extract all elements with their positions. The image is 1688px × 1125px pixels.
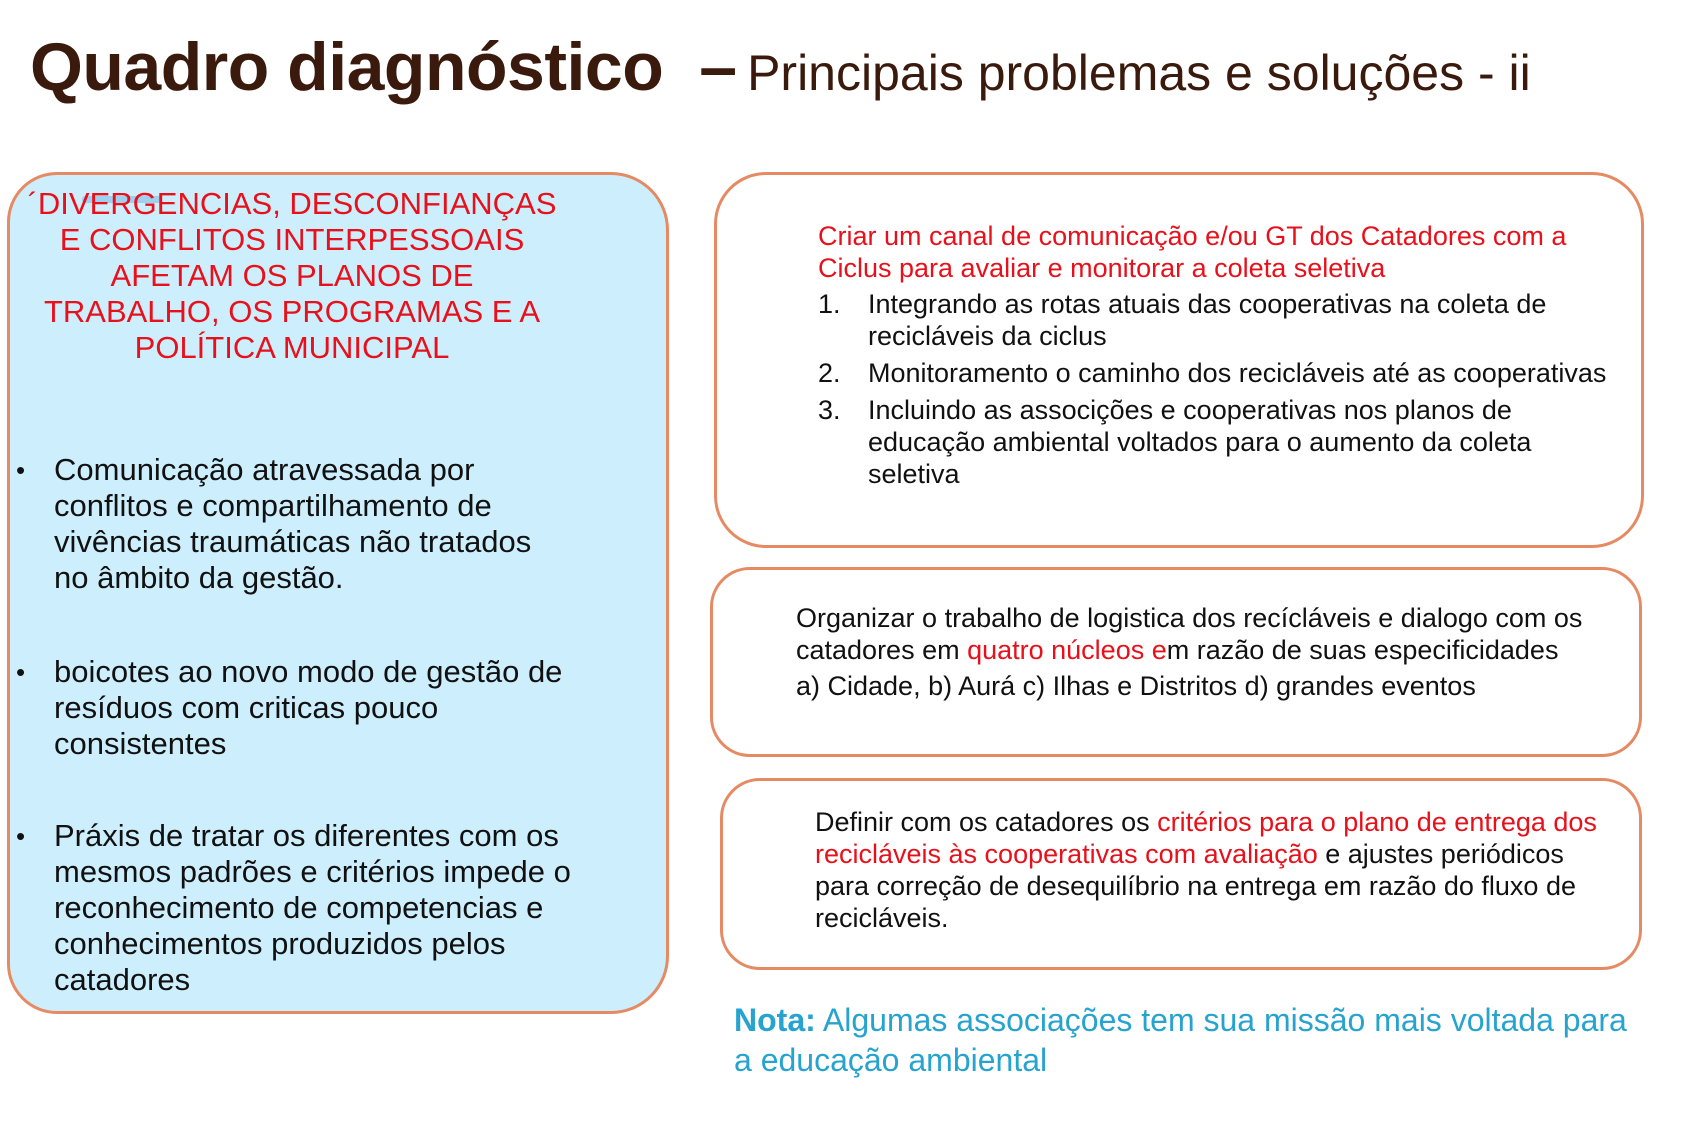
title-subtitle: Principais problemas e soluções - ii [747, 45, 1531, 101]
solution2-highlight: quatro núcleos e [967, 635, 1167, 665]
solution3-part1: Definir com os catadores os [815, 807, 1158, 837]
problems-bullet-list [14, 452, 574, 998]
list-number: 3. [818, 395, 841, 425]
title-separator: – [699, 29, 738, 105]
note-label: Nota: [734, 1002, 816, 1038]
problems-heading: ´DIVERGENCIAS, DESCONFIANÇAS E CONFLITOS INTERPESSOAIS AFETAM OS PLANOS DE TRABALHO, OS PROGRAMAS E A POLÍTICA MUNICIPAL [27, 186, 557, 365]
list-number: 2. [818, 358, 841, 388]
list-item-text: Integrando as rotas atuais das cooperativas na coleta de recicláveis da ciclus [868, 289, 1547, 351]
solution1-item [818, 394, 1628, 490]
list-number: 1. [818, 289, 841, 319]
solution1-item [818, 288, 1628, 352]
problem-bullet: • boicotes ao novo modo de gestão de resíduos com criticas pouco consistentes [14, 654, 574, 762]
solution2-part2: m razão de suas especificidades [1166, 635, 1559, 665]
solution1-heading: Criar um canal de comunicação e/ou GT dos Catadores com a Ciclus para avaliar e monitorar a coleta seletiva [818, 221, 1567, 283]
solution2-text [796, 602, 1596, 702]
solution2-options: a) Cidade, b) Aurá c) Ilhas e Distritos d) grandes eventos [796, 671, 1476, 701]
problem-bullet: • Práxis de tratar os diferentes com os mesmos padrões e critérios impede o reconhecimento de competencias e conhecimentos produzidos pelos catadores [14, 818, 574, 998]
solution3-text [815, 806, 1605, 934]
slide-title [30, 28, 1531, 106]
footnote [734, 1000, 1634, 1080]
title-main: Quadro diagnóstico [30, 29, 664, 105]
solution3-highlight: critérios para o plano de entrega dos recicláveis às cooperativas com avaliação [815, 807, 1597, 869]
problem-bullet: • Comunicação atravessada por conflitos e compartilhamento de vivências traumáticas não tratados no âmbito da gestão. [14, 452, 574, 596]
solution1-list [818, 288, 1628, 495]
solution2-part1: Organizar o trabalho de logistica dos recícláveis e dialogo com os catadores em [796, 603, 1583, 665]
list-item-text: Incluindo as associções e cooperativas nos planos de educação ambiental voltados para o aumento da coleta seletiva [868, 395, 1532, 489]
solution1-item [818, 357, 1628, 389]
list-item-text: Monitoramento o caminho dos recicláveis até as cooperativas [868, 358, 1607, 388]
note-text: Algumas associações tem sua missão mais voltada para a educação ambiental [734, 1002, 1627, 1078]
solution3-part2: e ajustes periódicos para correção de desequilíbrio na entrega em razão do fluxo de recicláveis. [815, 839, 1576, 933]
